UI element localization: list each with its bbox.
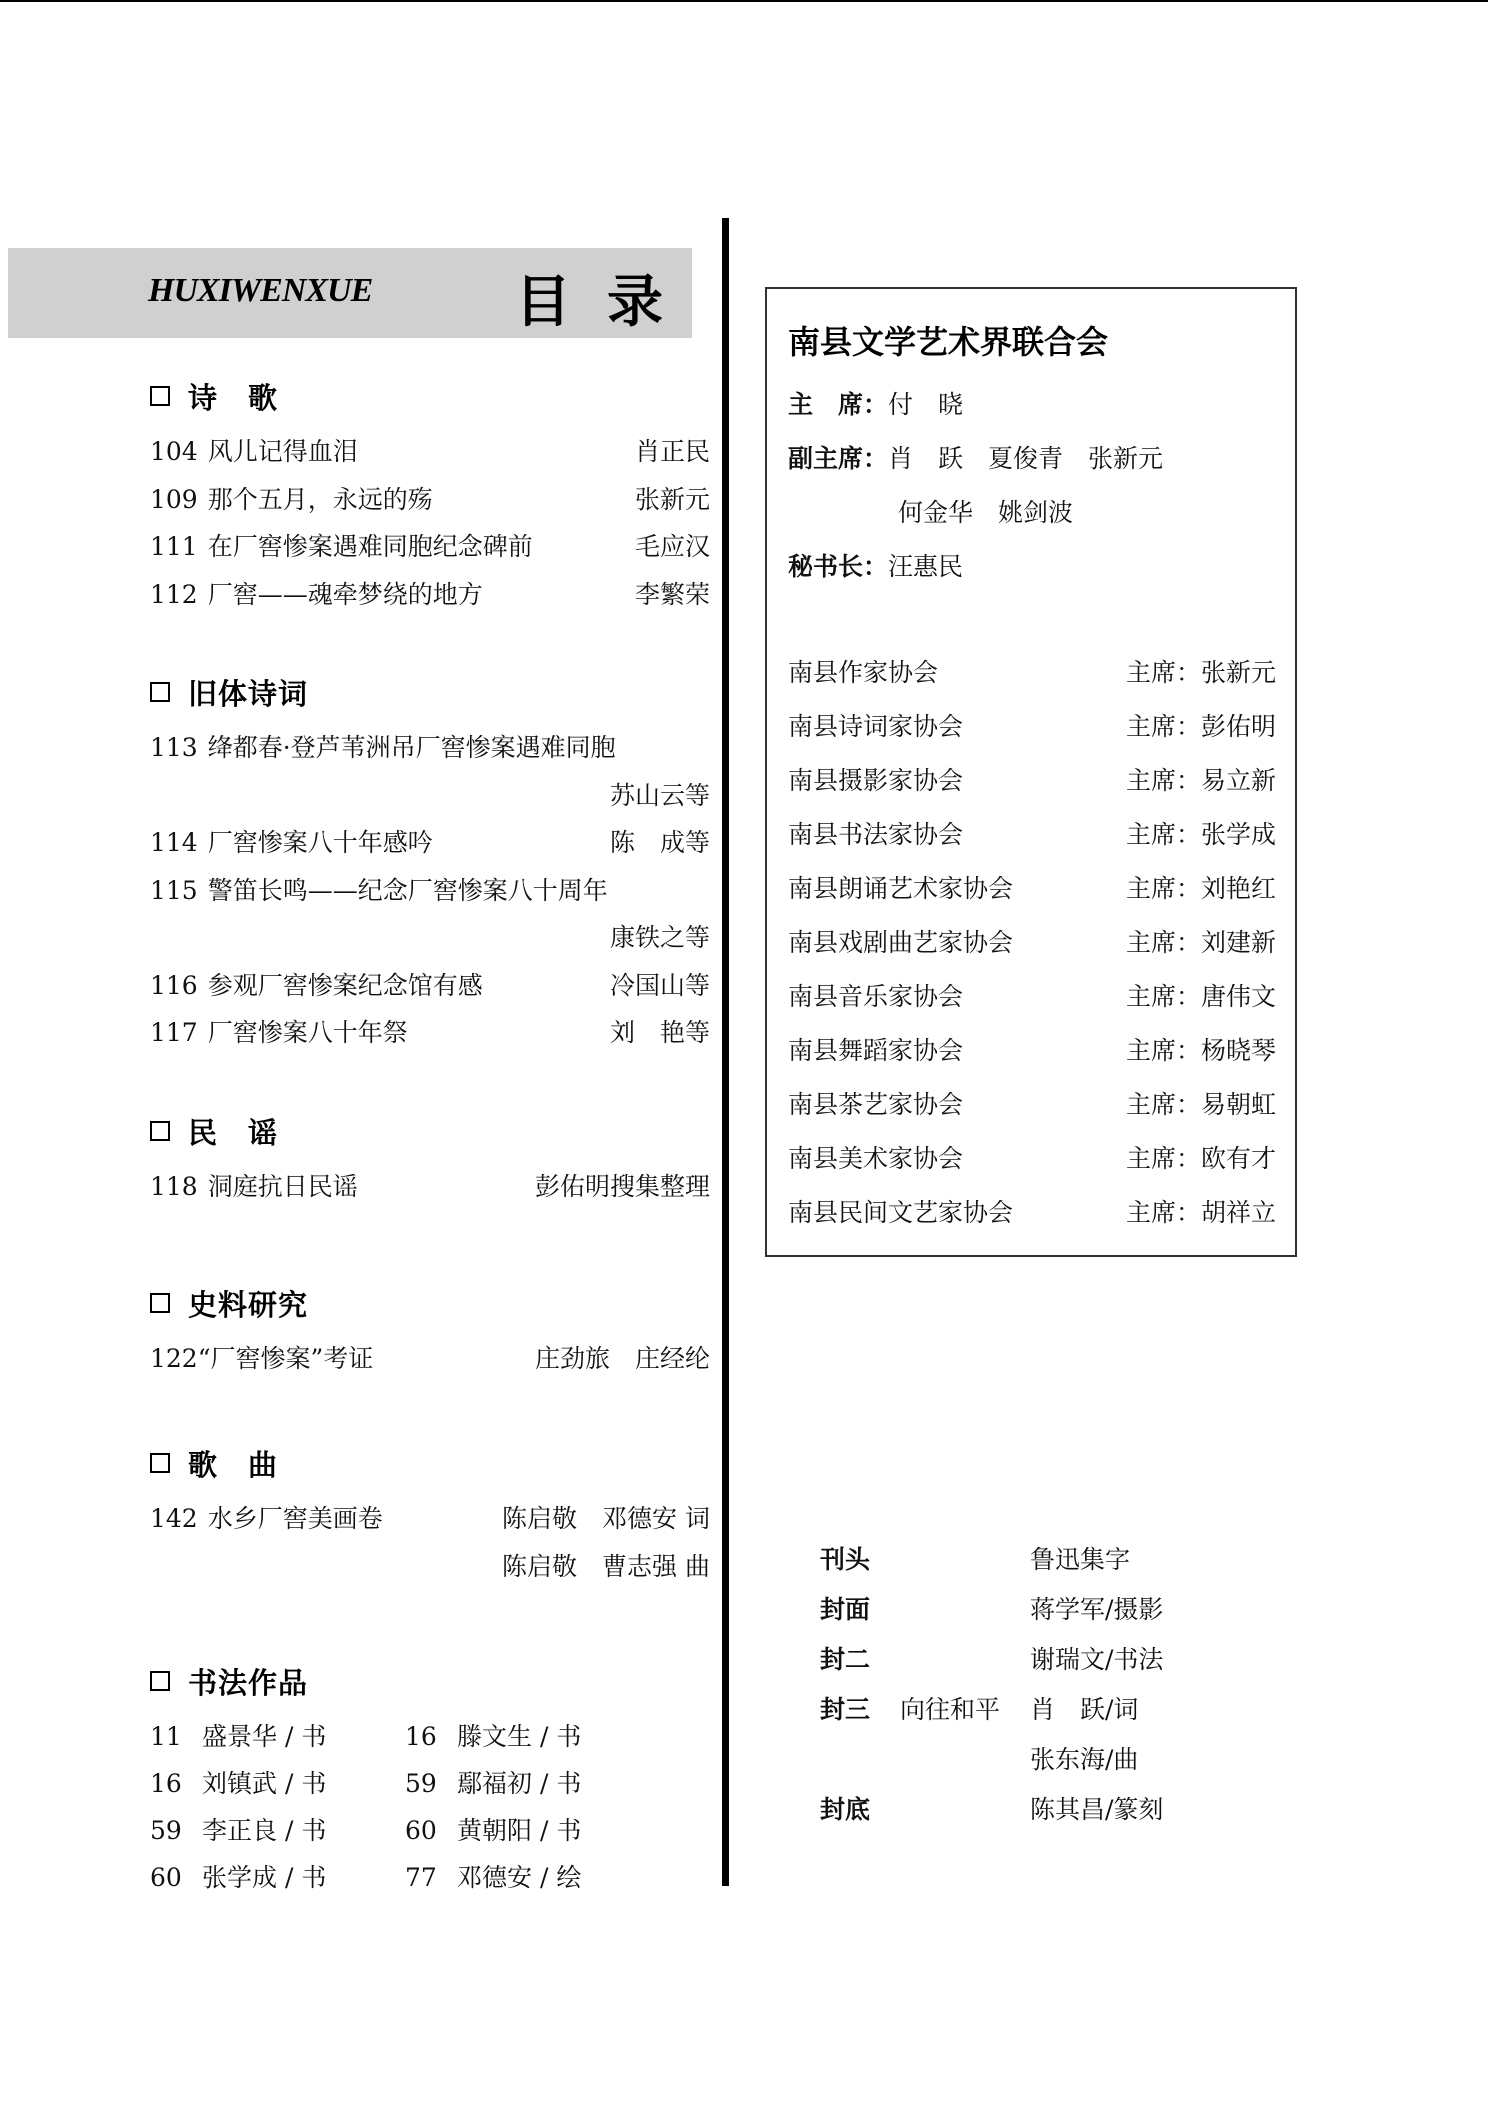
section-poetry: [150, 378, 710, 618]
section-title: 书法作品: [188, 1665, 309, 1700]
association-name: 南县茶艺家协会: [788, 1090, 964, 1119]
checkbox-square-icon: [150, 1293, 170, 1313]
leader-label: 秘书长：: [788, 552, 889, 581]
list-item[interactable]: [150, 1807, 405, 1854]
credit-value: 陈其昌/篆刻: [1030, 1795, 1164, 1824]
page-number: 111: [150, 532, 198, 561]
entry-author: 苏山云等: [609, 780, 710, 810]
entry-author: 张新元: [634, 484, 710, 514]
list-item[interactable]: [405, 1807, 660, 1854]
list-item[interactable]: [405, 1760, 660, 1807]
association-row: [788, 653, 1276, 689]
leader-names: 何金华 姚剑波: [898, 498, 1074, 527]
association-name: 南县朗诵艺术家协会: [788, 874, 1014, 903]
list-item[interactable]: [150, 1760, 405, 1807]
entry-author: 肖正民: [634, 437, 710, 466]
section-title: 旧体诗词: [188, 676, 309, 711]
entry-title: 风儿记得血泪: [207, 437, 358, 466]
checkbox-square-icon: [150, 1453, 170, 1473]
entry-title: 洞庭抗日民谣: [207, 1172, 358, 1201]
entry-author: 冷国山等: [609, 970, 710, 1000]
toc-entry[interactable]: [150, 962, 710, 1010]
toc-entry[interactable]: [150, 724, 710, 772]
leader-names: 汪惠民: [888, 552, 964, 581]
entry-title: 鄢福初 / 书: [457, 1769, 582, 1798]
entry-author: 毛应汉: [634, 532, 710, 561]
association-name: 南县音乐家协会: [788, 982, 964, 1011]
leader-names: 付 晓: [888, 390, 964, 419]
entry-author: 陈 成等: [609, 828, 710, 857]
entry-title: 盛景华 / 书: [202, 1722, 327, 1751]
association-chair: 主席：欧有才: [1125, 1144, 1276, 1173]
entry-title: “厂窖惨案”考证: [197, 1344, 374, 1373]
checkbox-square-icon: [150, 682, 170, 702]
section-songs: [150, 1445, 710, 1590]
entry-title: 那个五月，永远的殇: [207, 484, 433, 514]
list-item[interactable]: [150, 1854, 405, 1901]
page-number: 16: [405, 1722, 437, 1751]
entry-author: 彭佑明搜集整理: [534, 1172, 710, 1201]
toc-entry[interactable]: [150, 1335, 710, 1383]
association-row: [788, 1139, 1276, 1175]
association-row: [788, 761, 1276, 797]
leader-row: [788, 439, 1163, 475]
association-row: [788, 815, 1276, 851]
top-border: [0, 0, 1488, 2]
section-calligraphy: [150, 1663, 710, 1901]
page-number: 142: [150, 1504, 198, 1533]
entry-title: 厂窖惨案八十年感吟: [207, 828, 433, 857]
column-divider: [722, 218, 729, 1886]
entry-author: 刘 艳等: [609, 1018, 710, 1047]
page-number: 104: [150, 437, 198, 466]
list-item[interactable]: [405, 1713, 660, 1760]
leader-row: [788, 547, 963, 583]
credit-label: 封二: [820, 1645, 871, 1674]
entry-title: 在厂窖惨案遇难同胞纪念碑前: [207, 532, 533, 561]
leader-label: 主 席：: [788, 390, 889, 419]
credit-label: 封三: [820, 1695, 871, 1724]
association-row: [788, 977, 1276, 1013]
section-title: 诗 歌: [188, 380, 279, 415]
association-name: 南县摄影家协会: [788, 766, 964, 795]
credit-label: 封底: [820, 1795, 871, 1824]
page-number: 60: [150, 1863, 182, 1892]
association-chair: 主席：易立新: [1125, 766, 1276, 795]
association-row: [788, 869, 1276, 905]
association-row: [788, 923, 1276, 959]
association-chair: 主席：易朝虹: [1125, 1090, 1276, 1119]
association-chair: 主席：刘艳红: [1125, 874, 1276, 903]
association-row: [788, 1193, 1276, 1229]
toc-entry[interactable]: [150, 1495, 710, 1543]
page-number: 77: [405, 1863, 437, 1892]
page-number: 60: [405, 1816, 437, 1845]
toc-entry[interactable]: [150, 428, 710, 476]
page-number: 118: [150, 1172, 198, 1201]
entry-title: 警笛长鸣——纪念厂窖惨案八十周年: [207, 875, 608, 905]
checkbox-square-icon: [150, 1671, 170, 1691]
page-title: 目录: [515, 270, 699, 335]
entry-title: 邓德安 / 绘: [457, 1863, 582, 1892]
association-name: 南县舞蹈家协会: [788, 1036, 964, 1065]
section-folk-songs: [150, 1113, 710, 1211]
page-number: 114: [150, 828, 198, 857]
toc-entry[interactable]: [150, 1009, 710, 1057]
association-name: 南县戏剧曲艺家协会: [788, 928, 1014, 957]
entry-title: 参观厂窖惨案纪念馆有感: [207, 970, 483, 1000]
entry-title: 刘镇武 / 书: [202, 1769, 327, 1798]
association-chair: 主席：张学成: [1125, 820, 1276, 849]
federation-box: [765, 287, 1297, 1257]
credit-value: 谢瑞文/书法: [1030, 1645, 1164, 1674]
credit-label: 刊头: [820, 1545, 871, 1574]
entry-title: 厂窖——魂牵梦绕的地方: [207, 579, 483, 609]
leader-names: 肖 跃 夏俊青 张新元: [888, 444, 1164, 473]
association-row: [788, 1031, 1276, 1067]
page-number: 115: [150, 875, 198, 905]
entry-author: 康铁之等: [609, 923, 710, 952]
association-name: 南县诗词家协会: [788, 712, 964, 741]
association-chair: 主席：张新元: [1125, 658, 1276, 687]
entry-lyricist: 陈启敬 邓德安 词: [502, 1504, 710, 1533]
toc-entry[interactable]: [150, 1163, 710, 1211]
leader-row: [788, 385, 963, 421]
page-number: 16: [150, 1769, 182, 1798]
checkbox-square-icon: [150, 386, 170, 406]
entry-author: 庄劲旅 庄经纶: [534, 1344, 710, 1373]
association-name: 南县美术家协会: [788, 1144, 964, 1173]
section-title: 史料研究: [188, 1287, 309, 1322]
association-chair: 主席：胡祥立: [1125, 1198, 1276, 1227]
leader-row: [898, 493, 1073, 529]
section-classical-poetry: [150, 674, 710, 1057]
toc-entry[interactable]: [150, 571, 710, 619]
calligraphy-list: [150, 1713, 710, 1901]
page-number: 116: [150, 970, 198, 1000]
entry-composer: 陈启敬 曹志强 曲: [502, 1551, 710, 1581]
toc-entry[interactable]: [150, 523, 710, 571]
page-number: 109: [150, 484, 198, 514]
credit-value: 蒋学军/摄影: [1030, 1595, 1164, 1624]
credit-work: 向往和平: [900, 1695, 1001, 1724]
page-number: 11: [150, 1722, 182, 1751]
entry-title: 水乡厂窖美画卷: [207, 1504, 383, 1533]
toc-entry[interactable]: [150, 819, 710, 867]
entry-title: 厂窖惨案八十年祭: [207, 1018, 408, 1047]
page-number: 112: [150, 579, 198, 609]
page-number: 113: [150, 733, 198, 762]
federation-title: 南县文学艺术界联合会: [788, 323, 1109, 361]
credit-value: 张东海/曲: [1030, 1745, 1139, 1774]
list-item[interactable]: [405, 1854, 660, 1901]
association-chair: 主席：彭佑明: [1125, 712, 1276, 741]
association-chair: 主席：杨晓琴: [1125, 1036, 1276, 1065]
section-historical-research: [150, 1285, 710, 1383]
page-number: 59: [150, 1816, 182, 1845]
association-name: 南县民间文艺家协会: [788, 1198, 1014, 1227]
entry-author: 李繁荣: [634, 579, 710, 609]
association-row: [788, 707, 1276, 743]
page-number: 117: [150, 1018, 198, 1047]
entry-title: 黄朝阳 / 书: [457, 1816, 582, 1845]
association-row: [788, 1085, 1276, 1121]
page-number: 59: [405, 1769, 437, 1798]
credit-label: 封面: [820, 1595, 871, 1624]
entry-title: 张学成 / 书: [202, 1863, 327, 1892]
leader-label: 副主席：: [788, 444, 889, 473]
magazine-brand: HUXIWENXUE: [148, 272, 373, 309]
credit-value: 肖 跃/词: [1030, 1695, 1139, 1724]
entry-title: 李正良 / 书: [202, 1816, 327, 1845]
toc-entry[interactable]: [150, 476, 710, 524]
toc-entry[interactable]: [150, 867, 710, 915]
association-name: 南县作家协会: [788, 658, 939, 687]
section-title: 民 谣: [188, 1115, 279, 1150]
credit-value: 鲁迅集字: [1030, 1545, 1131, 1574]
list-item[interactable]: [150, 1713, 405, 1760]
association-chair: 主席：刘建新: [1125, 928, 1276, 957]
page-number: 122: [150, 1344, 198, 1373]
association-chair: 主席：唐伟文: [1125, 982, 1276, 1011]
association-name: 南县书法家协会: [788, 820, 964, 849]
section-title: 歌 曲: [188, 1447, 279, 1482]
entry-title: 滕文生 / 书: [457, 1722, 582, 1751]
checkbox-square-icon: [150, 1121, 170, 1141]
entry-title: 绛都春·登芦苇洲吊厂窖惨案遇难同胞: [207, 733, 616, 762]
